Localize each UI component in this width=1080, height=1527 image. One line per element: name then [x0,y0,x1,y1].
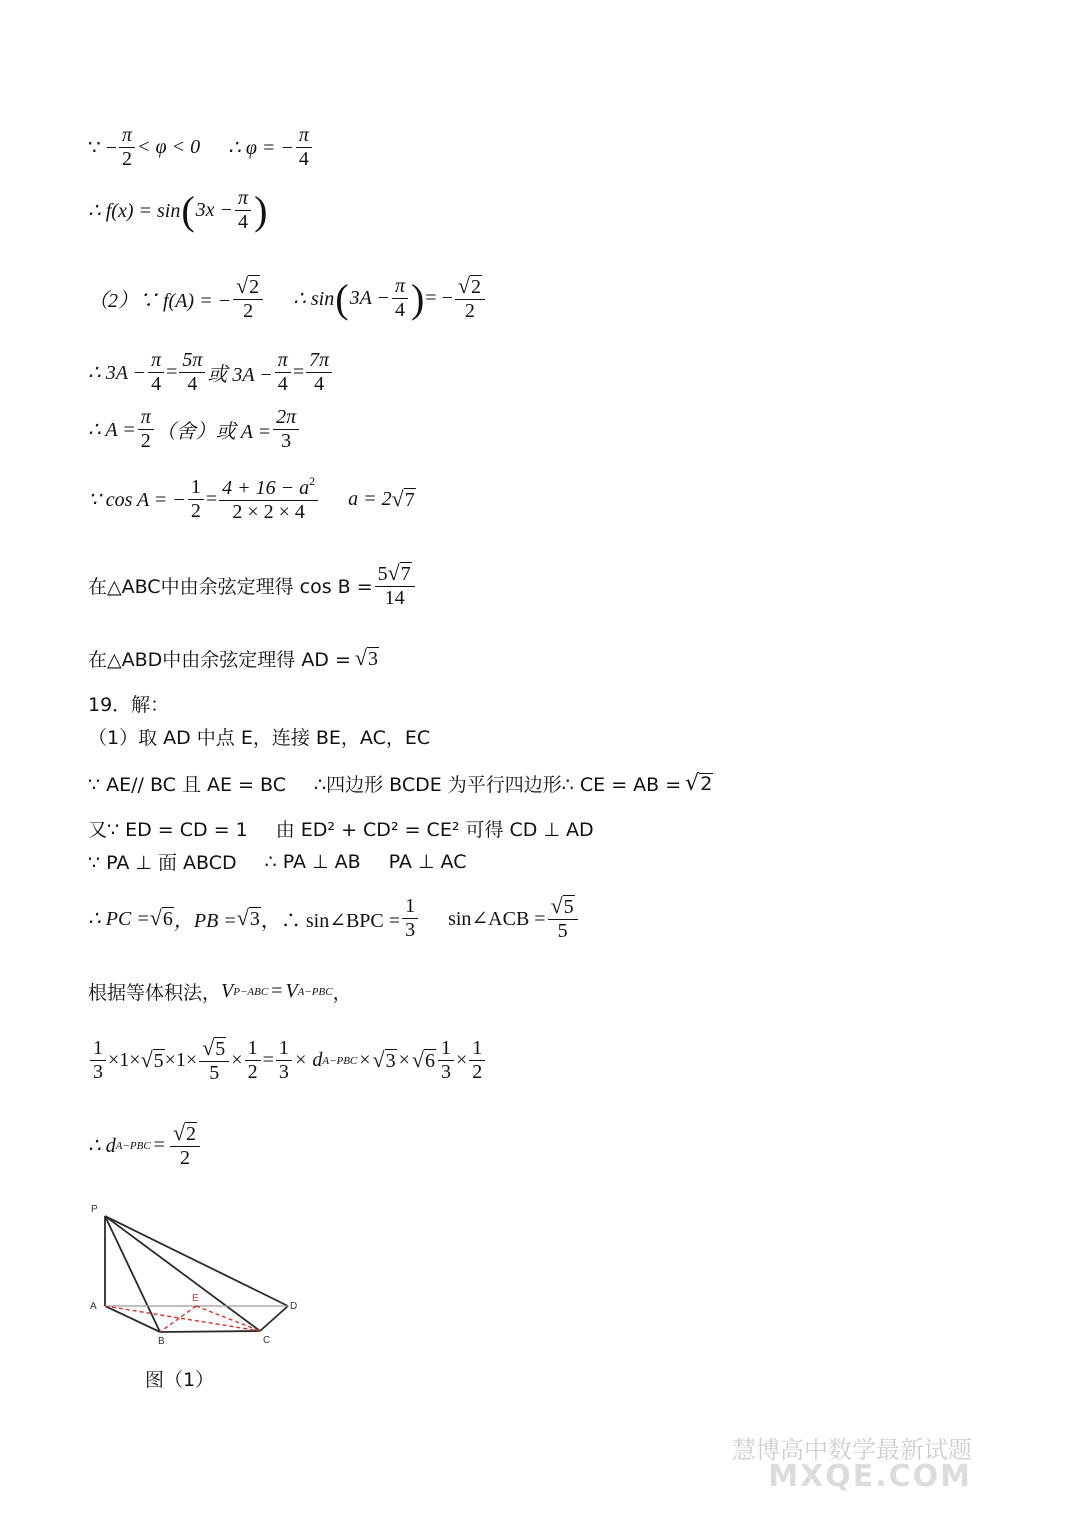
line-phi-range [88,125,314,170]
label-c: C [263,1335,271,1346]
text: = − [425,287,453,309]
fraction: √ 2 2 [233,275,263,322]
text: ∴ sin [293,288,335,310]
text: ∴ A = [88,419,136,441]
label-d: D [290,1301,298,1312]
fraction: $\frac{\pi}{4}$ [275,350,291,395]
text: ∵ cos A = − [88,488,186,511]
line-3a-cases [88,350,334,395]
q19-line6: 根据等体积法， V P−ABC = V A−PBC ， [88,980,352,1004]
text: 在△ABD中由余弦定理得 AD = [88,649,351,671]
text: < φ < 0 [137,136,201,158]
q19-line2: ∵ AE// BC 且 AE = BC ∴四边形 BCDE 为平行四边形∴ CE = AB = √ 2 [88,770,713,796]
line-part2-start: （2）∵ f(A) = − √ 2 2 ∴ sin ( 3A − $\frac{\pi}{4}$ ) = − √ 2 2 [88,275,487,322]
text: = [292,361,305,383]
text: （2）∵ f(A) = − [88,290,232,312]
figure-caption: 图（1） [145,1369,215,1391]
text: ∵ − [88,137,118,159]
label-p: P [91,1204,98,1215]
watermark [732,1430,972,1494]
q19-line7: $\frac{1}{3}$ ×1× √ 5 ×1× √ 5 5 × $\frac{1}{2}$ = $\frac{1}{3}$ × d A−PBC × √ 3 × √ 6 $\frac{1}{3}$ × $\frac{1}{2}$ [88,1037,487,1084]
line-cos-b [88,562,417,609]
fraction: 5 √ 7 14 [375,562,415,609]
q19-line1: （1）取 AD 中点 E，连接 BE，AC，EC [88,727,431,749]
fraction: $\frac{\pi}{4}$ [296,125,312,170]
label-b: B [158,1336,165,1347]
text: ∴ 3A − [88,362,147,384]
text: 或 3A − [207,364,273,386]
text: ∴ φ = − [228,137,294,159]
fraction: $\frac{1}{2}$ [188,477,204,522]
text: a = 2 [348,487,392,510]
fraction: $\frac{\pi}{4}$ [148,350,164,395]
fraction: $\frac{\pi}{2}$ [138,407,154,452]
fraction: $\frac{1}{3}$ [438,1038,454,1083]
fraction: √ 5 5 [199,1037,229,1084]
line-ad: 在△ABD中由余弦定理得 AD = √ 3 [88,645,378,671]
line-f-expression: ∴ f(x) = sin ( 3x − $\frac{\pi}{4}$ ) [88,187,268,233]
fraction: √ 2 2 [170,1122,200,1169]
fraction: √ 2 2 [455,275,485,322]
question-19-heading: 19．解： [88,694,170,716]
fraction: $\frac{1}{2}$ [469,1038,485,1083]
text: （舍）或 A = [155,421,272,443]
fraction: $\frac{4 + 16 - a^2}{2 \times 2 \times 4}$ [219,475,318,523]
text: 在△ABC中由余弦定理得 cos B = [88,576,373,598]
label-a: A [90,1301,97,1312]
fraction: $\frac{\pi}{2}$ [119,125,135,170]
fraction: $\frac{1}{3}$ [90,1038,106,1083]
fraction: $\frac{2\pi}{3}$ [273,407,299,452]
fraction: $\frac{1}{3}$ [402,896,418,941]
fraction: $\frac{5\pi}{4}$ [179,350,205,395]
fraction: $\frac{1}{3}$ [276,1038,292,1083]
fraction: $\frac{\pi}{4}$ [392,276,408,321]
fraction: $\frac{1}{2}$ [245,1038,261,1083]
fraction: √ 5 5 [548,895,578,942]
line-a-value [88,407,301,452]
text: 3x − [195,199,234,221]
pyramid-figure [88,1200,303,1350]
q19-line4: ∵ PA ⊥ 面 ABCD ∴ PA ⊥ AB PA ⊥ AC [88,850,467,874]
text: ∴ f(x) = sin [88,200,181,222]
fraction: $\frac{\pi}{4}$ [235,188,251,233]
label-e: E [192,1293,199,1304]
q19-line5: ∴ PC = √ 6 ，PB = √ 3 ，∴ sin∠BPC = $\frac{1}{3}$ sin∠ACB = √ 5 5 [88,895,580,942]
text: 3A − [349,287,390,309]
text: = [166,361,178,383]
watermark-text: 慧博高中数学最新试题 [732,1436,972,1464]
q19-line8: ∴ d A−PBC = √ 2 2 [88,1122,202,1169]
q19-line3: 又∵ ED = CD = 1 由 ED² + CD² = CE² 可得 CD ⊥ AD [88,819,594,841]
watermark-site: MXQE.COM [768,1459,972,1494]
line-cos-a: ∵ cos A = − $\frac{1}{2}$ = $\frac{4 + 16 - a^2}{2 \times 2 \times 4}$ a = 2 √ 7 [88,474,415,523]
fraction: $\frac{7\pi}{4}$ [306,350,332,395]
